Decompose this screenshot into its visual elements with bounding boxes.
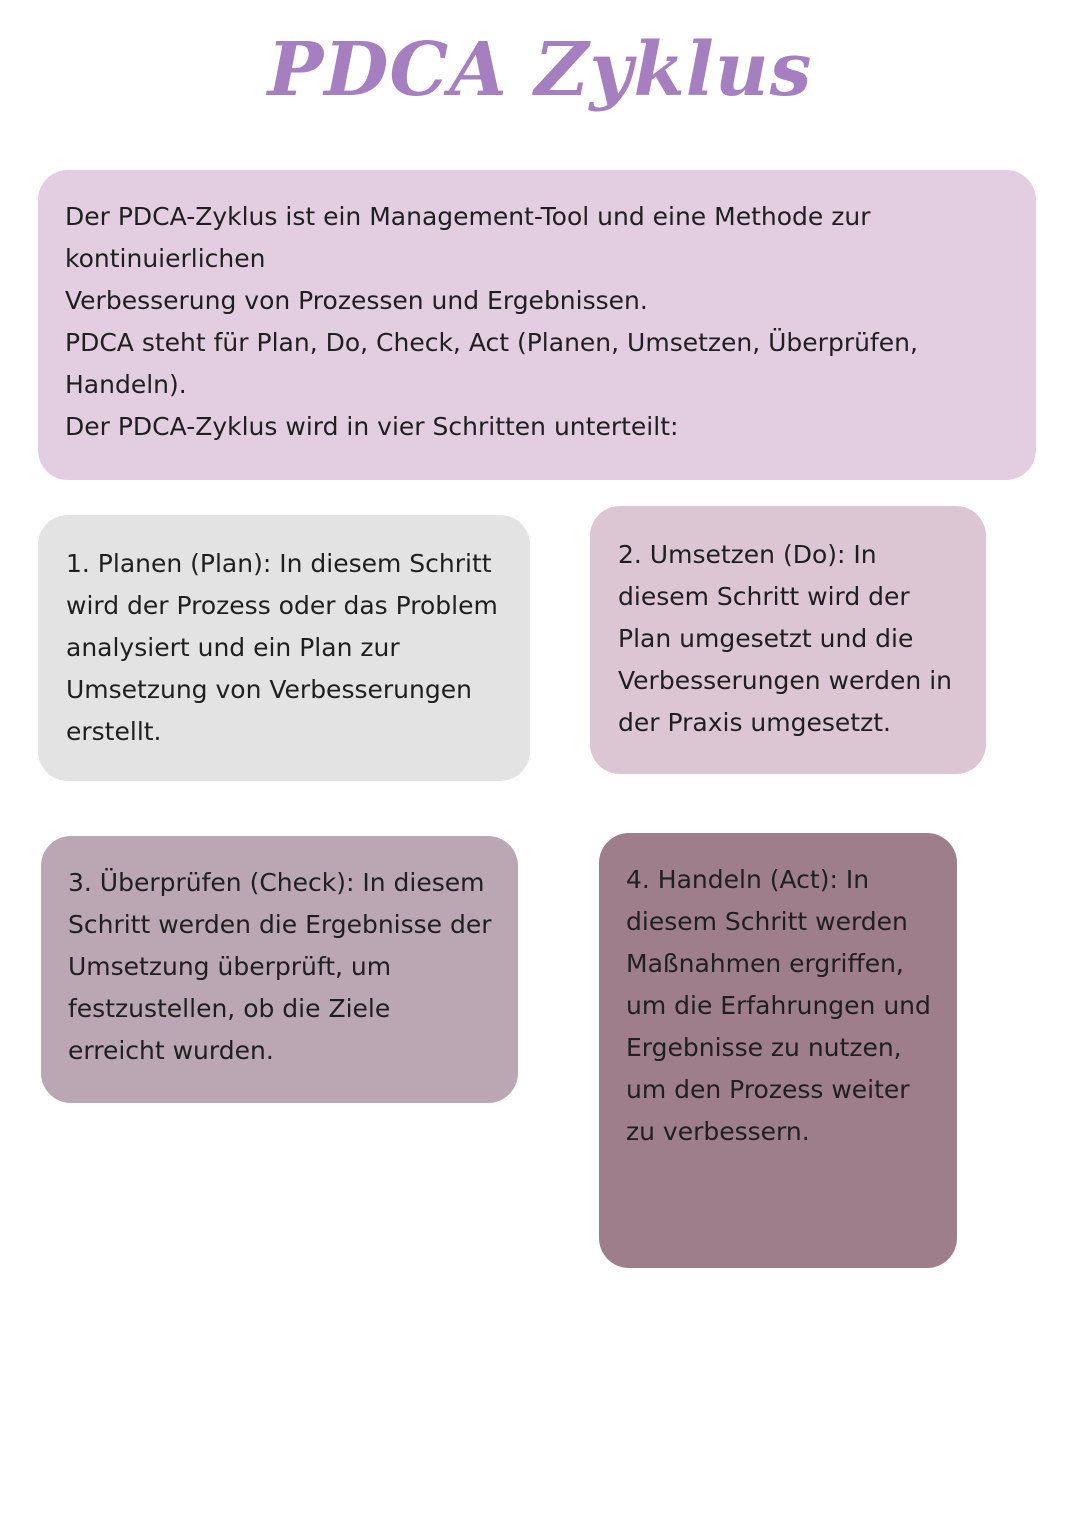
intro-line: Der PDCA-Zyklus ist ein Management-Tool und eine Methode zur kontinuierlichen (65, 202, 871, 273)
step-act-text: 4. Handeln (Act): In diesem Schritt werden Maßnahmen ergriffen, um die Erfahrungen und Ergebnisse zu nutzen, um den Prozess weiter zu verbessern. (626, 865, 931, 1146)
intro-line: Der PDCA-Zyklus wird in vier Schritten unterteilt: (65, 412, 679, 441)
page-title: PDCA Zyklus (267, 27, 813, 113)
intro-line: Verbesserung von Prozessen und Ergebnissen. (65, 286, 648, 315)
step-plan-text: 1. Planen (Plan): In diesem Schritt wird der Prozess oder das Problem analysiert und ein Plan zur Umsetzung von Verbesserungen erstellt. (66, 549, 498, 746)
step-do-text: 2. Umsetzen (Do): In diesem Schritt wird der Plan umgesetzt und die Verbesserungen werden in der Praxis umgesetzt. (618, 540, 953, 737)
step-do-box (590, 506, 986, 774)
intro-box (38, 170, 1036, 480)
step-check-text: 3. Überprüfen (Check): In diesem Schritt werden die Ergebnisse der Umsetzung überprüft, um festzustellen, ob die Ziele erreicht wurden. (68, 868, 492, 1065)
step-plan-box (38, 515, 530, 781)
step-act-box (599, 833, 957, 1268)
step-check-box (41, 836, 518, 1103)
intro-line: PDCA steht für Plan, Do, Check, Act (Planen, Umsetzen, Überprüfen, Handeln). (65, 328, 918, 399)
